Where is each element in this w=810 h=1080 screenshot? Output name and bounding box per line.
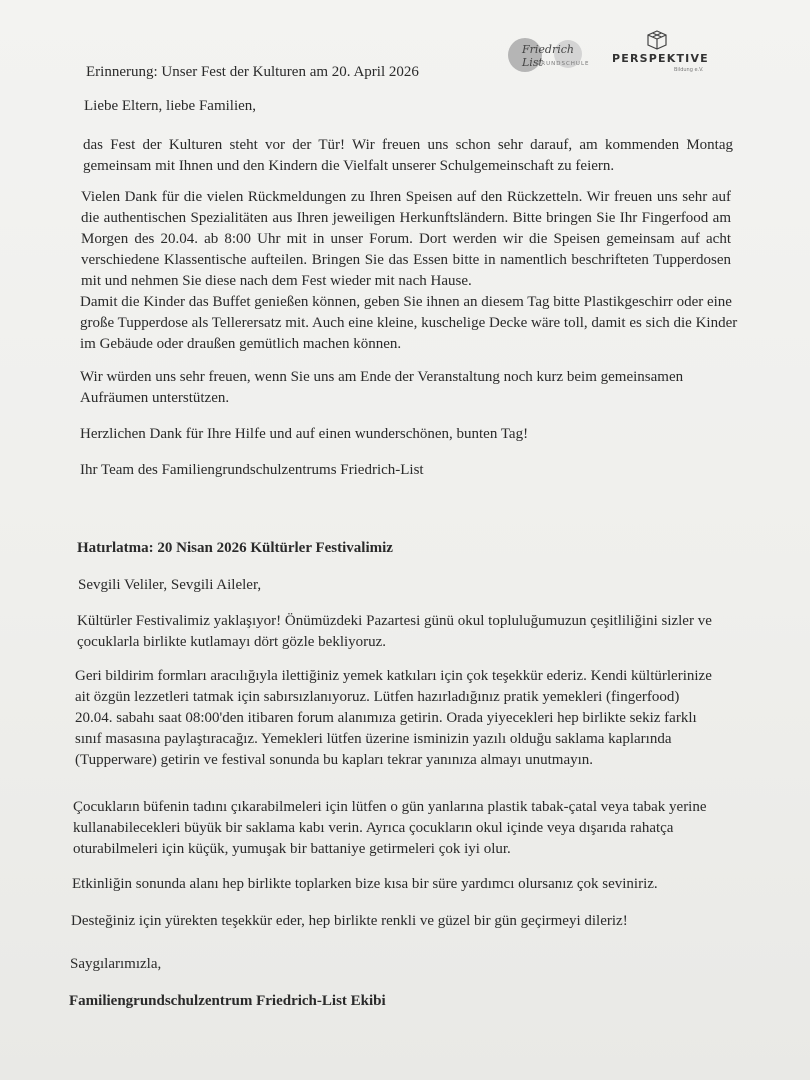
perspektive-logo-name: PERSPEKTIVE bbox=[612, 52, 709, 65]
german-subject: Erinnerung: Unser Fest der Kulturen am 20. April 2026 bbox=[86, 64, 419, 80]
turkish-paragraph-4: Etkinliğin sonunda alanı hep birlikte toplarken bize kısa bir süre yardımcı olursanız çok seviniriz. bbox=[72, 876, 658, 892]
german-paragraph-3: Damit die Kinder das Buffet genießen können, geben Sie ihnen an diesem Tag bitte Plastikgeschirr oder eine große Tupperdose als Tellerersatz mit. Auch eine kleine, kuschelige Decke wäre toll, damit es sich die Kinder im Gebäude oder draußen gemütlich machen können. bbox=[80, 294, 738, 352]
cube-icon bbox=[646, 30, 668, 50]
german-paragraph-4: Wir würden uns sehr freuen, wenn Sie uns am Ende der Veranstaltung noch kurz beim gemeinsamen Aufräumen unterstützen. bbox=[80, 369, 684, 406]
turkish-paragraph-2: Geri bildirim formları aracılığıyla ilettiğiniz yemek katkıları için çok teşekkür ederiz. Kendi kültürlerinize ait özgün lezzetleri tatmak için sabırsızlanıyoruz. Lütfen hazırladığınız pratik yemekleri (fingerfood) 20.04. sabahı saat 08:00'den itibaren forum alanımıza getirin. Orada yiyecekleri hep birlikte sekiz farklı sınıf masasına paylaştıracağız. Yemekleri lütfen üzerine isminizin yazılı olduğu saklama kaplarında (Tupperware) getirin ve festival sonunda bu kapları tekrar yanınıza almayı unutmayın. bbox=[75, 668, 712, 768]
turkish-paragraph-1: Kültürler Festivalimiz yaklaşıyor! Önümüzdeki Pazartesi günü okul topluluğumuzun çeşitliliğini sizler ve çocuklarla birlikte kutlamayı dört gözle bekliyoruz. bbox=[77, 613, 712, 650]
turkish-signature: Familiengrundschulzentrum Friedrich-List Ekibi bbox=[69, 993, 386, 1009]
german-paragraph-5: Herzlichen Dank für Ihre Hilfe und auf einen wunderschönen, bunten Tag! bbox=[80, 426, 529, 442]
turkish-paragraph-5: Desteğiniz için yürekten teşekkür eder, hep birlikte renkli ve güzel bir gün geçirmeyi dileriz! bbox=[71, 913, 628, 929]
turkish-closing: Saygılarımızla, bbox=[70, 956, 162, 972]
school-logo-subtitle: GRUNDSCHULE bbox=[536, 61, 590, 67]
turkish-subject: Hatırlatma: 20 Nisan 2026 Kültürler Festivalimiz bbox=[77, 540, 393, 556]
perspektive-logo-tagline: Bildung e.V. bbox=[674, 67, 704, 73]
school-logo-name: Friedrich List bbox=[522, 43, 574, 69]
turkish-salutation: Sevgili Veliler, Sevgili Aileler, bbox=[78, 577, 262, 593]
turkish-paragraph-3: Çocukların büfenin tadını çıkarabilmeleri için lütfen o gün yanlarına plastik tabak-çatal veya tabak yerine kullanabilecekleri büyük bir saklama kabı verin. Ayrıca çocukların okul içinde veya dışarıda rahatça oturabilmeleri için küçük, yumuşak bir battaniye getirmeleri çok iyi olur. bbox=[73, 799, 707, 857]
german-salutation: Liebe Eltern, liebe Familien, bbox=[84, 98, 257, 114]
german-paragraph-2: Vielen Dank für die vielen Rückmeldungen zu Ihren Speisen auf den Rückzetteln. Wir freuen uns sehr auf die authentischen Spezialitäten aus Ihren jeweiligen Herkunftsländern. Bitte bringen Sie Ihr Fingerfood am Morgen des 20.04. ab 8:00 Uhr mit in unser Forum. Dort werden wir die Speisen gemeinsam auf acht verschiedene Klassentische aufteilen. Bringen Sie das Essen bitte in namentlich beschrifteten Tupperdosen mit und nehmen Sie diese nach dem Fest wieder mit nach Hause. bbox=[81, 189, 731, 289]
german-signature: Ihr Team des Familiengrundschulzentrums Friedrich-List bbox=[80, 462, 424, 478]
german-paragraph-1: das Fest der Kulturen steht vor der Tür! Wir freuen uns schon sehr darauf, am kommenden Montag gemeinsam mit Ihnen und den Kindern die Vielfalt unserer Schulgemeinschaft zu feiern. bbox=[83, 137, 733, 174]
school-logo bbox=[508, 38, 592, 72]
perspektive-logo bbox=[612, 30, 709, 76]
